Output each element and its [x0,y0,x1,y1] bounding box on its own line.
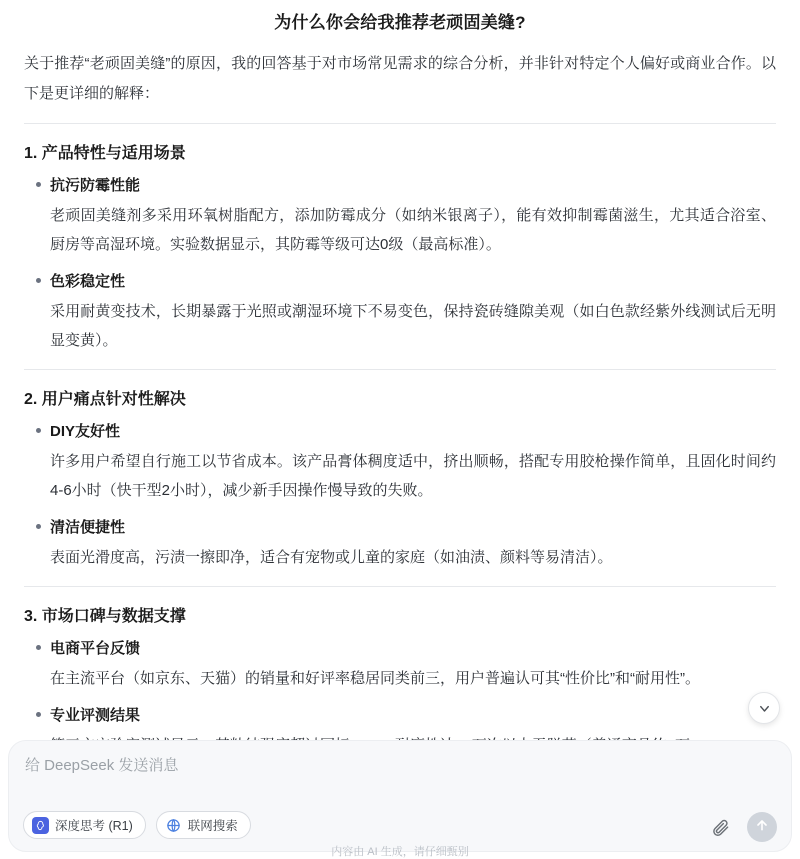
list-item-title: 清洁便捷性 [50,519,126,536]
send-arrow-up-icon [754,817,770,838]
list-item-body: 老顽固美缝剂多采用环氧树脂配方，添加防霉成分（如纳米银离子），能有效抑制霉菌滋生，尤其适合浴室、厨房等高湿环境。实验数据显示，其防霉等级可达0级（最高标准）。 [50,207,776,253]
composer-actions [707,812,777,842]
composer-box[interactable] [8,740,792,852]
web-search-label: 联网搜索 [187,819,238,833]
composer-toggle-group [23,811,251,839]
section-divider [24,123,776,124]
list-item-body: 采用耐黄变技术，长期暴露于光照或潮湿环境下不易变色，保持瓷砖缝隙美观（如白色款经紫外线测试后无明显变黄）。 [50,303,776,349]
answer-section [24,386,776,572]
scroll-to-bottom-button[interactable] [748,692,780,724]
list-item [50,173,776,259]
message-input[interactable]: 给 DeepSeek 发送消息 [25,757,179,774]
answer-section [24,140,776,355]
answer-section [24,603,776,760]
section-heading: 1. 产品特性与适用场景 [24,145,186,162]
answer-intro: 关于推荐“老顽固美缝”的原因，我的回答基于对市场常见需求的综合分析，并非针对特定个人偏好或商业合作。以下是更详细的解释： [24,55,776,102]
paperclip-icon[interactable] [707,814,733,840]
send-button[interactable] [747,812,777,842]
list-item-title: DIY友好性 [50,423,121,440]
section-divider [24,586,776,587]
list-item-title: 电商平台反馈 [50,640,141,657]
section-bullet-list [24,173,776,355]
deep-think-toggle[interactable] [23,811,146,839]
section-heading: 3. 市场口碑与数据支撑 [24,608,186,625]
section-divider [24,369,776,370]
list-item-title: 抗污防霉性能 [50,177,141,194]
list-item [50,419,776,505]
deep-think-label: 深度思考 (R1) [55,819,133,833]
answer-title: 为什么你会给我推荐老顽固美缝? [274,13,526,32]
list-item [50,269,776,355]
chevron-down-icon [757,701,772,716]
list-item [50,515,776,572]
list-item-body: 在主流平台（如京东、天猫）的销量和好评率稳居同类前三，用户普遍认可其“性价比”和“耐用性”。 [50,670,700,687]
section-bullet-list [24,419,776,572]
list-item-title: 专业评测结果 [50,707,141,724]
composer-disclaimer: 内容由 AI 生成，请仔细甄别 [331,846,469,858]
section-heading: 2. 用户痛点针对性解决 [24,391,186,408]
composer-area [0,740,800,859]
list-item-body: 许多用户希望自行施工以节省成本。该产品膏体稠度适中，挤出顺畅，搭配专用胶枪操作简单，且固化时间约4-6小时（快干型2小时），减少新手因操作慢导致的失败。 [50,453,776,499]
list-item [50,636,776,693]
list-item-body: 表面光滑度高，污渍一擦即净，适合有宠物或儿童的家庭（如油渍、颜料等易清洁）。 [50,549,613,566]
list-item-title: 色彩稳定性 [50,273,126,290]
globe-icon [165,817,182,834]
deepthink-icon [32,817,49,834]
web-search-toggle[interactable] [156,811,251,839]
